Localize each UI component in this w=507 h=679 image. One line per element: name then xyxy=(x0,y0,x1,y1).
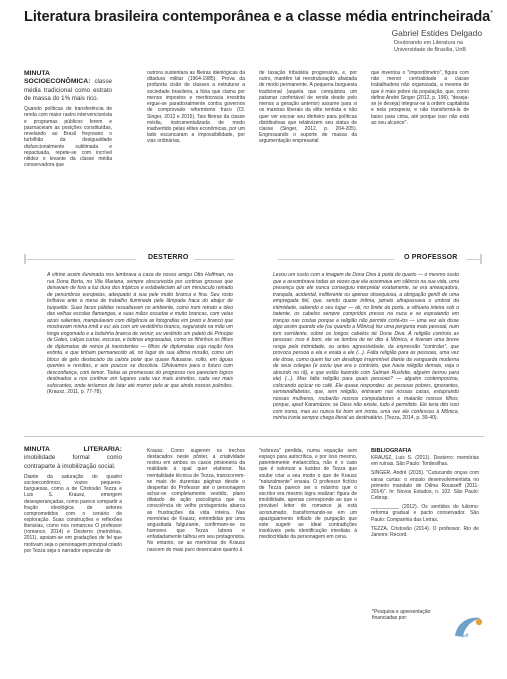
section-label-professor: O PROFESSOR xyxy=(404,254,458,261)
intro-column-4 xyxy=(371,70,469,248)
excerpt-professor xyxy=(273,272,459,428)
lower-column-2 xyxy=(147,448,245,632)
intro-column-1 xyxy=(24,70,112,248)
intro-paragraph-4: que inventou o "impostômetro", figura com não menor centralidade a classe trabalhadora não organizada, a mesma de que é mais pobre da população, que, como define André Singer (2012, p. 196), "deseja-se (e deseja) integrar-se à ordem capitalista e nela prosperar, e não transformá-la de baixo para cima, até porque isso não está ao seu alcance". xyxy=(371,70,469,126)
poster-title: Literatura brasileira contemporânea e a classe média entrincheirada* xyxy=(24,9,493,25)
lower-column-1 xyxy=(24,446,122,632)
bibliography-heading: BIBLIOGRAFIA xyxy=(371,448,412,454)
bibliography-entry: KRAUSZ, Luis S. (2011). Desterro: memórias em ruínas. São Paulo: Tordesilhas. xyxy=(371,455,479,468)
excerpt-desterro-reference: (Krausz, 2011, p. 77-78). xyxy=(47,389,103,396)
section-divider-rule xyxy=(194,259,234,260)
intro-paragraph-1: Quando políticas de transferência de renda com maior rastro intervencionista e programas públicos ferem e pasmaceiam as posições constituídas, revelando ao Brasil freyreano o turbilhão da desigualdade disfuncionalmente sublimada e repactuada, repete-se com incrível nitidez o levante da classe média conservadora que xyxy=(24,106,112,169)
intro-column-3 xyxy=(259,70,357,248)
bibliography-entry: __________ (2012). Os sentidos do lulismo: reforma gradual e pacto conservador. São Paulo: Companhia das Letras. xyxy=(371,504,479,523)
excerpt-professor-reference: (Tezza, 2014, p. 39-40). xyxy=(384,415,438,422)
funding-footnote: *Pesquisa e apresentação financiadas por: xyxy=(372,609,431,622)
minuta-literaria-heading: MINUTA LITERÁRIA: xyxy=(24,446,122,453)
author-name: Gabriel Estides Delgado xyxy=(391,28,482,38)
fapdf-logo-icon xyxy=(449,610,489,650)
bibliography-entry: SINGER, André (2015). "Cutucando onças com varas curtas: o ensaio desenvolvimentista no primeiro mandato de Dilma Rousseff (2011-2014)". In: Novos Estudos, n. 102. São Paulo: Cebrap. xyxy=(371,470,479,502)
section-divider-rule xyxy=(278,259,394,260)
excerpt-desterro xyxy=(47,272,233,428)
section-label-desterro: DESTERRO xyxy=(148,254,189,261)
lower-paragraph-3: "nobreza" perdida, numa equação sem espaço para autocrítica, e por isso mesmo, patentemente melancólica, não é o caso que é valorizar a lucidez de Tezza que soube criar a seu modo o que de Krausz "naturalmente" ensaia. O professor fictício de Tezza parece ser o máximo que o escritor era mesmo logra realizar: figura de imobilidade, apenas corresponde ao que o provável leitor do romance já está acostumado, transformando-se em um apaziguamento inflado de purgação que este sugerir ao ideal contradições insolúveis pela identificação imediata à mediocridade da personagem em cena. xyxy=(259,448,357,541)
minuta-socioeconomica-heading: MINUTA SOCIOECONÔMICA: xyxy=(24,70,91,86)
lower-paragraph-1: Diante da saturação do quadro socioeconômico, vozes pequeno-burguesas, como a de Cristovão Tezza e Luis S. Krausz, emergem desesperançadas, como parece compartir a fração ideológica de setores comprometidos com o cenário de exploração. Suas construções e reflexões literárias, como nos romances O professor (romance, 2014) e Desterro (memórias, 2011), apoiam-se em gradações de fel que motivam seja o personagem principal criado por Tezza seja o narrador especular de xyxy=(24,473,122,554)
lower-column-3 xyxy=(259,448,357,632)
excerpt-desterro-text: A vitrine assim iluminada nos lembrava a casa de nosso amigo Otto Hoffman, na rua Dona Berta, no Vila Mariana, sempre obscurecida por cortinas grossas que deixavam de fora a luz dura dos trópicos e estabeleciam ali um minúsculo reinado de penumbras europeias, adequado à sua pele muito branca e fina. Seu rosto brilhava ante a mesa de trabalho iluminada pela lâmpada fraca do abajur de buquelite. Suas faces pálidas ressaltavam no ambiente, como num retrato a óleo das velhas escolas flamengas, e suas mãos ossudas e muito brancas, com veias azuis salientes, manipulavam com diligência as fotografias em preto e branco que mostravam minha irmã e eu: ela com um vestidinho branco, segurando na mão um longo engomado e a bolsinha branca de verniz; eu vestindo um paletó de Príncipe de Gales, calças curtas, escuras, e botinas engraxadas, como os filhinhos os filhos de diplomatas de reinos já inexistentes — filhos de diplomatas cuja nação fora extinta, e que tinham permanecido ali, no lugar de sua última missão, como um bloco de gelo destacado da calota polar que quase flutuasse, solto, em águas quentes e revoltas, e aos poucos se dissolvia. Olhávamos para o futuro com desconfiança, com temor. Todas as promessas do progresso nos pareciam logros destinados a nos confinar em lugares cada vez mais estreitos, cada vez mais sufocantes, onde teríamos de lutar até morrer pelo ar que ainda nossos pulmões. xyxy=(47,272,233,389)
poster-header xyxy=(24,0,493,58)
author-affiliation: Doutorando em Literatura na Universidade de Brasília, UnB xyxy=(394,40,466,53)
minuta-literaria xyxy=(24,446,122,471)
title-footnote-mark: * xyxy=(490,10,493,18)
intro-column-2 xyxy=(147,70,245,248)
section-divider-tick xyxy=(480,254,482,264)
intro-paragraph-2: outrora sustentara as fileiras ideológicas da ditadura militar (1964-1985). Prova da profunda cisão de classes a estruturar a sociedade brasileira, a fúria que clama por menos impostos e meritocracia irrestrita ergue-se paradoxalmente contra governos de comprovado reformismo fraco (Cf. Singer, 2012 e 2015). Tais fileiras da classe média, instrumentalizada de modo inadvertido pelas elites econômicas, por um lado escancaram a impossibilidade, por vias ordinárias, xyxy=(147,70,245,145)
lower-paragraph-2: Krausz. Como sugerem os trechos destacados neste pôster, a criatividade restou em ambos os casos prisioneira da realidade à qual quer elaborar. Na mentalidade técnica de Tezza, transcorrem-se mais de duzentas páginas desde o despertar do Professor até o personagem achar-se completamente vestido, plano dilatado de ação psicológica que na consciência do velho protagonista abarca as frustrações da vida inteira. Nas memórias de Krausz, entendidas por uma angustiada fulgurante, confirmam-se os humores que Tezza labora e enfadadamente talhou em seu protagonista. No entanto, se as memórias de Krausz nascem do mais puro desencaixe quanto à xyxy=(147,448,245,553)
section-head-desterro xyxy=(24,252,238,268)
minuta-literaria-subtitle: imobilidade formal como contraparte à imobilização social. xyxy=(24,454,122,470)
fapdf-logo-text: fapdf xyxy=(458,633,469,638)
horizontal-divider xyxy=(24,436,484,437)
section-divider-rule xyxy=(466,259,480,260)
bibliography xyxy=(371,448,479,606)
minuta-socioeconomica xyxy=(24,70,112,103)
section-divider-rule xyxy=(24,259,136,260)
excerpt-professor-text: Levou um susto com a imagem de Dona Diva à porta do quarto — o mesmo susto que a assombrava todas as vezes que ela assomava em silêncio na sua vida, uma presença que ele nunca conseguiu interpretar exatamente, se era ameaçadora, tranquila, acidental, indiferente ou apenas obsequiosa, a obrigação gentil de uma empregada fiel, que, sendo quase íntima, jamais ultrapassava o umbral da intimidade, sabendo o seu lugar — ali, no limite da porta, a silhueta inteira sob o batente, os cabelos sempre compridos presos na nuca e se espraiando em tranças nas costas porque a religião não permite cortá-los — uma vez ela disse algo assim quando ele (ou quando a Mônica) fez uma pergunta mais pessoal, num tom sorridente, sobre os longos cabelos de Dona Diva. A religião controla as pessoas: isso é bom, ele se lembra de ter dito à Mônica, e tiveram uma breve rusga pela intimidade, ou antes agressividade, da expressão "controlar", que provoca pessoa a ela e exata a ele (...). Falta religião para as pessoas, uma vez ele disse, como quem faz um desafogo irreprimível diante da vanguarda moderna de seus colegas (e ouviu que era o contrário, que havia religião demais, veja o absurdo no rã), e que estão fazendo com Salman Rushdie, alguém berrou para ele) (...). Mas falta religião para quais pessoas? — alguém contemporizou, colocando açúcar no café. Ele quase respondeu: as pessoas pobres, ignorantes, semianalfabetas, que, sem religião, entraram nas nossas casas, estuprando nossas mulheres, roubarão nossos computadores e matarão nossos filhos, porque, apud Karamázov, se Deus não existe, tudo é permitido. Ele teria dito isso com ironia, mas eu nunca fui bom em ironia, uma vez ele confessou à Mônica, minha ironia sempre chega literal ao destinatário. xyxy=(273,272,459,422)
section-head-professor xyxy=(268,252,482,268)
intro-paragraph-3: de taxação tributária progressiva, e, por outro, mantêm tal reestruturação afastada de modo permanente. A pequena burguesia tradicional (aquela que conquistou um patamar confortável de renda desde pelo menos a geração anterior) assume para si os mantras liberais da elite rentista e não quer ver escoar seu dinheiro para políticas distributivas que relativizem seu status de classe (Singer, 2012, p. 204-205). Engrossando o suporte de massa da argumentação empresarial xyxy=(259,70,357,145)
minuta-socioeconomica-subtitle: classe média tradicional como estrato de massa do 1% mais rico. xyxy=(24,78,112,102)
bibliography-entry: TEZZA, Cristovão (2014). O professor. Rio de Janeiro: Record. xyxy=(371,525,479,538)
logo-dot xyxy=(476,619,482,625)
